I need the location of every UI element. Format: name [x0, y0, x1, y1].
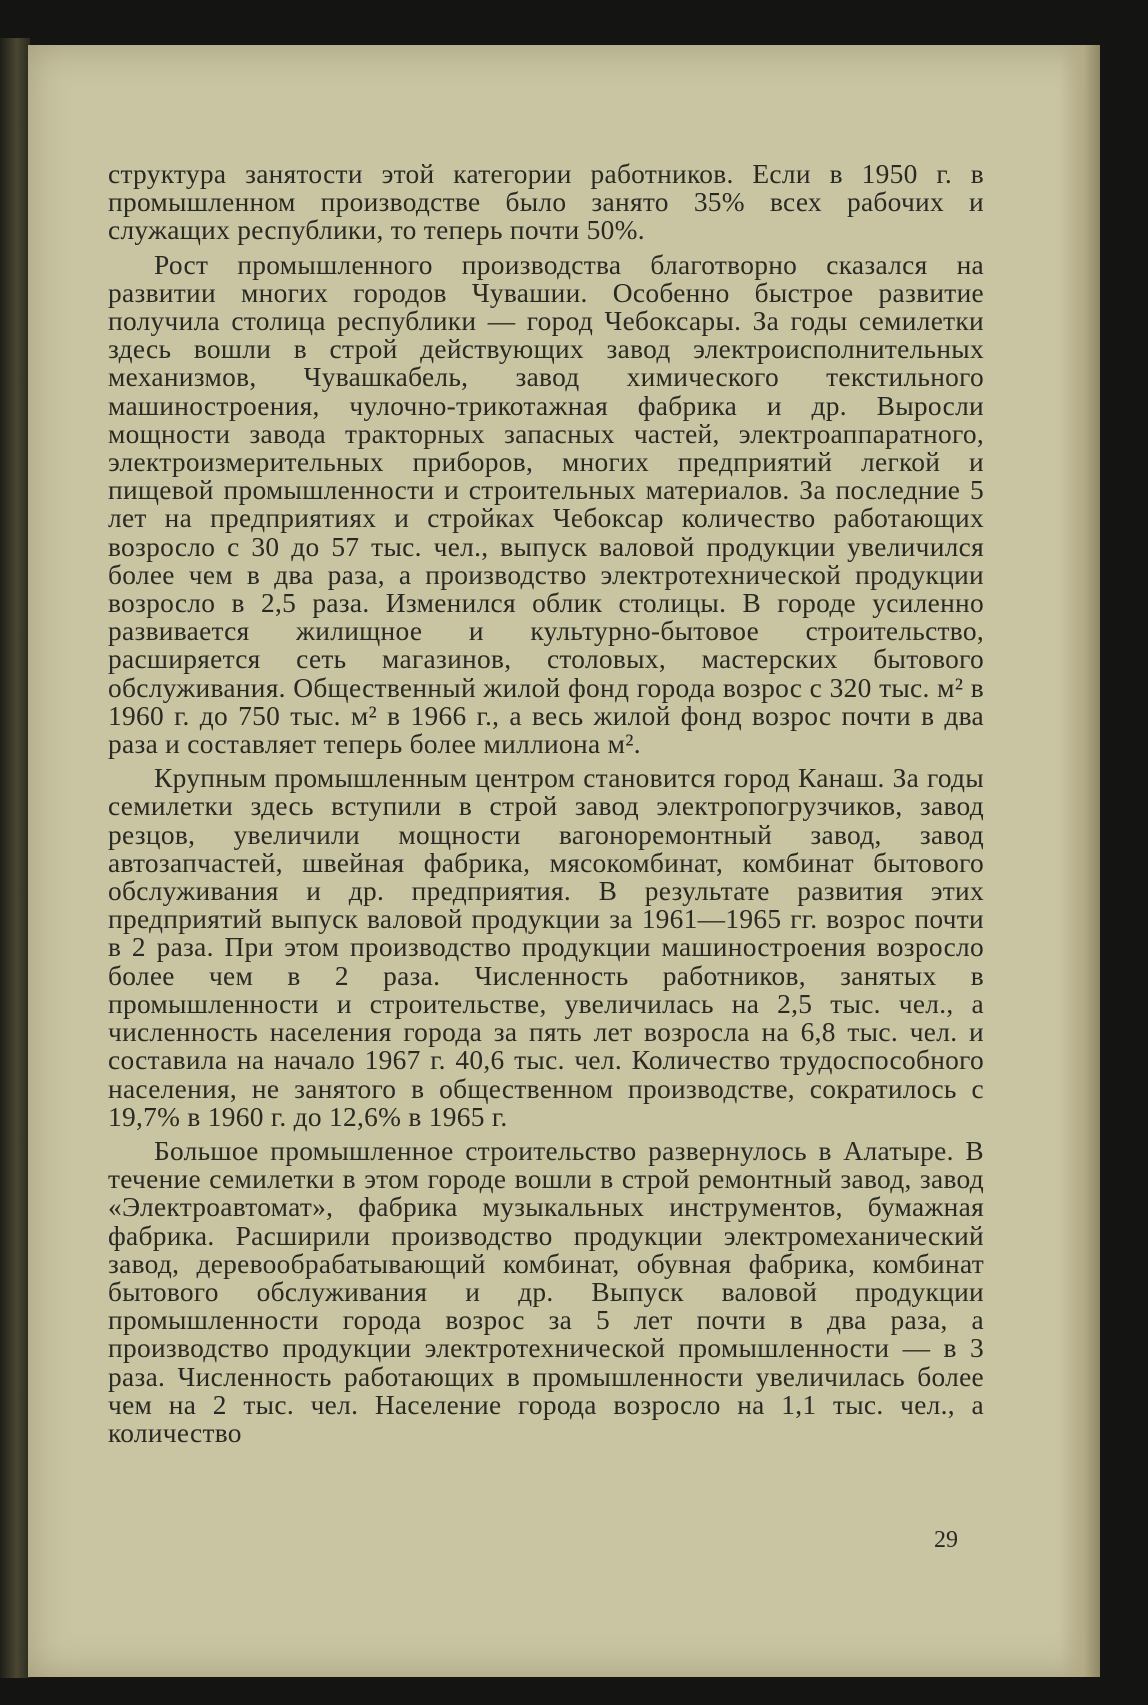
paragraph-1: структура занятости этой категории работников. Если в 1950 г. в промышленном производстве было занято 35% всех рабочих и служащих республики, то теперь почти 50%. — [108, 159, 984, 246]
book-binding-edge — [0, 38, 30, 1678]
paragraph-4: Большое промышленное строительство развернулось в Алатыре. В течение семилетки в этом городе вошли в строй ремонтный завод, завод «Электроавтомат», фабрика музыкальных инструментов, бумажная фабрика. Расширили производство продукции электромеханический завод, деревообрабатывающий комбинат, обувная фабрика, комбинат бытового обслуживания и др. Выпуск валовой продукции промышленности города возрос за 5 лет почти в два раза, а производство продукции электротехнической промышленности — в 3 раза. Численность работающих в промышленности увеличилась более чем на 2 тыс. чел. Население города возросло на 1,1 тыс. чел., а количество — [108, 1135, 984, 1448]
page — [28, 45, 1100, 1677]
paragraph-2: Рост промышленного производства благотворно сказался на развитии многих городов Чувашии. Особенно быстрое развитие получила столица республики — город Чебоксары. За годы семилетки здесь вошли в строй действующих завод электроисполнительных механизмов, Чувашкабель, завод химического текстильного машиностроения, чулочно-трикотажная фабрика и др. Выросли мощности завода тракторных запасных частей, электроаппаратного, электроизмерительных приборов, многих предприятий легкой и пищевой промышленности и строительных материалов. За последние 5 лет на предприятиях и стройках Чебоксар количество работающих возросло с 30 до 57 тыс. чел., выпуск валовой продукции увеличился более чем в два раза, а производство электротехнической продукции возросло в 2,5 раза. Изменился облик столицы. В городе усиленно развивается жилищное и культурно-бытовое строительство, расширяется сеть магазинов, столовых, мастерских бытового обслуживания. Общественный жилой фонд города возрос с 320 тыс. м² в 1960 г. до 750 тыс. м² в 1966 г., а весь жилой фонд возрос почти в два раза и составляет теперь более миллиона м². — [108, 249, 984, 760]
page-edge-shadow — [1060, 45, 1100, 1677]
page-number: 29 — [934, 1527, 958, 1553]
body-text — [108, 160, 984, 1453]
paragraph-3: Крупным промышленным центром становится город Канаш. За годы семилетки здесь вступили в строй завод электропогрузчиков, завод резцов, увеличили мощности вагоноремонтный завод, завод автозапчастей, швейная фабрика, мясокомбинат, комбинат бытового обслуживания и др. предприятия. В результате развития этих предприятий выпуск валовой продукции за 1961—1965 гг. возрос почти в 2 раза. При этом производство продукции машиностроения возросло более чем в 2 раза. Численность работников, занятых в промышленности и строительстве, увеличилась на 2,5 тыс. чел., а численность населения города за пять лет возросла на 6,8 тыс. чел. и составила на начало 1967 г. 40,6 тыс. чел. Количество трудоспособного населения, не занятого в общественном производстве, сократилось с 19,7% в 1960 г. до 12,6% в 1965 г. — [108, 763, 984, 1132]
